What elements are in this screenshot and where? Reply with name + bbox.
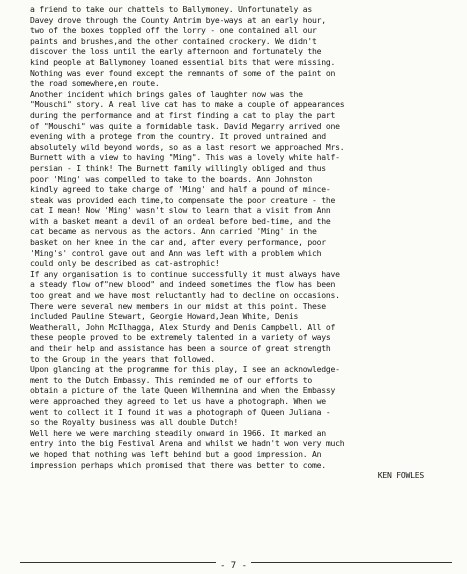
text-line: entry into the big Festival Arena and whilst we hadn't won very much [30,438,345,449]
text-line: a friend to take our chattels to Ballymoney. Unfortunately as [30,4,312,14]
text-line: 'Ming's' control gave out and Ann was left with a problem which [30,247,322,258]
text-line: these people proved to be extremely talented in a variety of ways [30,332,331,343]
text-line: Weatherall, John McIlhagga, Alex Sturdy and Denis Campbell. All of [30,321,336,332]
text-line: kind people at Ballymoney loaned essential bits that were missing. [30,56,336,67]
text-line: absolutely wild beyond words, so as a last resort we approached Mrs. [30,141,345,152]
body-text [30,4,450,481]
text-line: during the performance and at first finding a cat to play the part [30,109,336,120]
text-line: Nothing was ever found except the remnants of some of the paint on [30,67,336,78]
text-line: cat I mean! Now 'Ming' wasn't slow to learn that a visit from Ann [30,205,331,216]
text-line: poor 'Ming' was compelled to take to the boards. Ann Johnston [30,173,312,184]
text-line: included Pauline Stewart, Georgie Howard,Jean White, Denis [30,311,299,322]
page-number-wrap [0,561,467,572]
text-line: and their help and assistance has been a source of great strength [30,343,331,353]
text-line: two of the boxes toppled off the lorry - one contained all our [30,25,317,36]
text-line: ment to the Dutch Embassy. This reminded me of our efforts to [30,374,312,385]
text-line: Well here we were marching steadily onward in 1966. It marked an [30,427,326,438]
text-line: Another incident which brings gales of laughter now was the [30,88,303,99]
text-line: went to collect it I found it was a photograph of Queen Juliana - [30,406,331,417]
text-line: persian - I think! The Burnett family willingly obliged and thus [30,162,326,173]
text-line: so the Royalty business was all double Dutch! [30,417,239,428]
text-line: discover the loss until the early afternoon and fortunately the [30,46,322,57]
text-line: cat became as nervous as the actors. Ann carried 'Ming' in the [30,226,317,237]
text-line: If any organisation is to continue successfully it must always have [30,268,340,279]
text-line: to the Group in the years that followed. [30,353,215,364]
page-number: - 7 - [216,561,251,571]
text-line: paints and brushes,and the other contained crockery. We didn't [30,35,317,46]
text-line: kindly agreed to take charge of 'Ming' and half a pound of mince- [30,184,331,195]
text-line: the road somewhere,en route. [30,78,160,89]
text-line: Davey drove through the County Antrim bye-ways at an early hour, [30,14,326,25]
text-line: a steady flow of"new blood" and indeed sometimes the flow has been [30,279,336,290]
author-signature: KEN FOWLES [377,470,424,481]
text-line: too great and we have most reluctantly had to decline on occasions. [30,290,340,301]
text-line: Upon glancing at the programme for this play, I see an acknowledge- [30,364,340,375]
text-line: impression perhaps which promised that there was better to come. [30,459,326,470]
text-line: evening with a protege from the country. It proved untrained and [30,131,326,142]
text-line: steak was provided each time,to compensate the poor creature - the [30,194,336,205]
text-line: obtain a picture of the late Queen Wilhemnina and when the Embassy [30,385,336,396]
text-line: we hoped that nothing was left behind but a good impression. An [30,448,322,459]
text-line: basket on her knee in the car and, after every performance, poor [30,237,326,248]
text-line: of "Mouschi" was quite a formidable task. David Megarry arrived one [30,120,340,131]
text-line: "Mouschi" story. A real live cat has to make a couple of appearances [30,99,345,110]
text-line: There were several new members in our midst at this point. These [30,300,326,311]
text-line: could only be described as cat-astrophic! [30,258,220,269]
text-line: were approached they agreed to let us have a photograph. When we [30,395,326,406]
text-line: with a basket meant a devil of an ordeal before bed-time, and the [30,215,331,226]
text-line: Burnett with a view to having "Ming". This was a lovely white half- [30,152,340,163]
